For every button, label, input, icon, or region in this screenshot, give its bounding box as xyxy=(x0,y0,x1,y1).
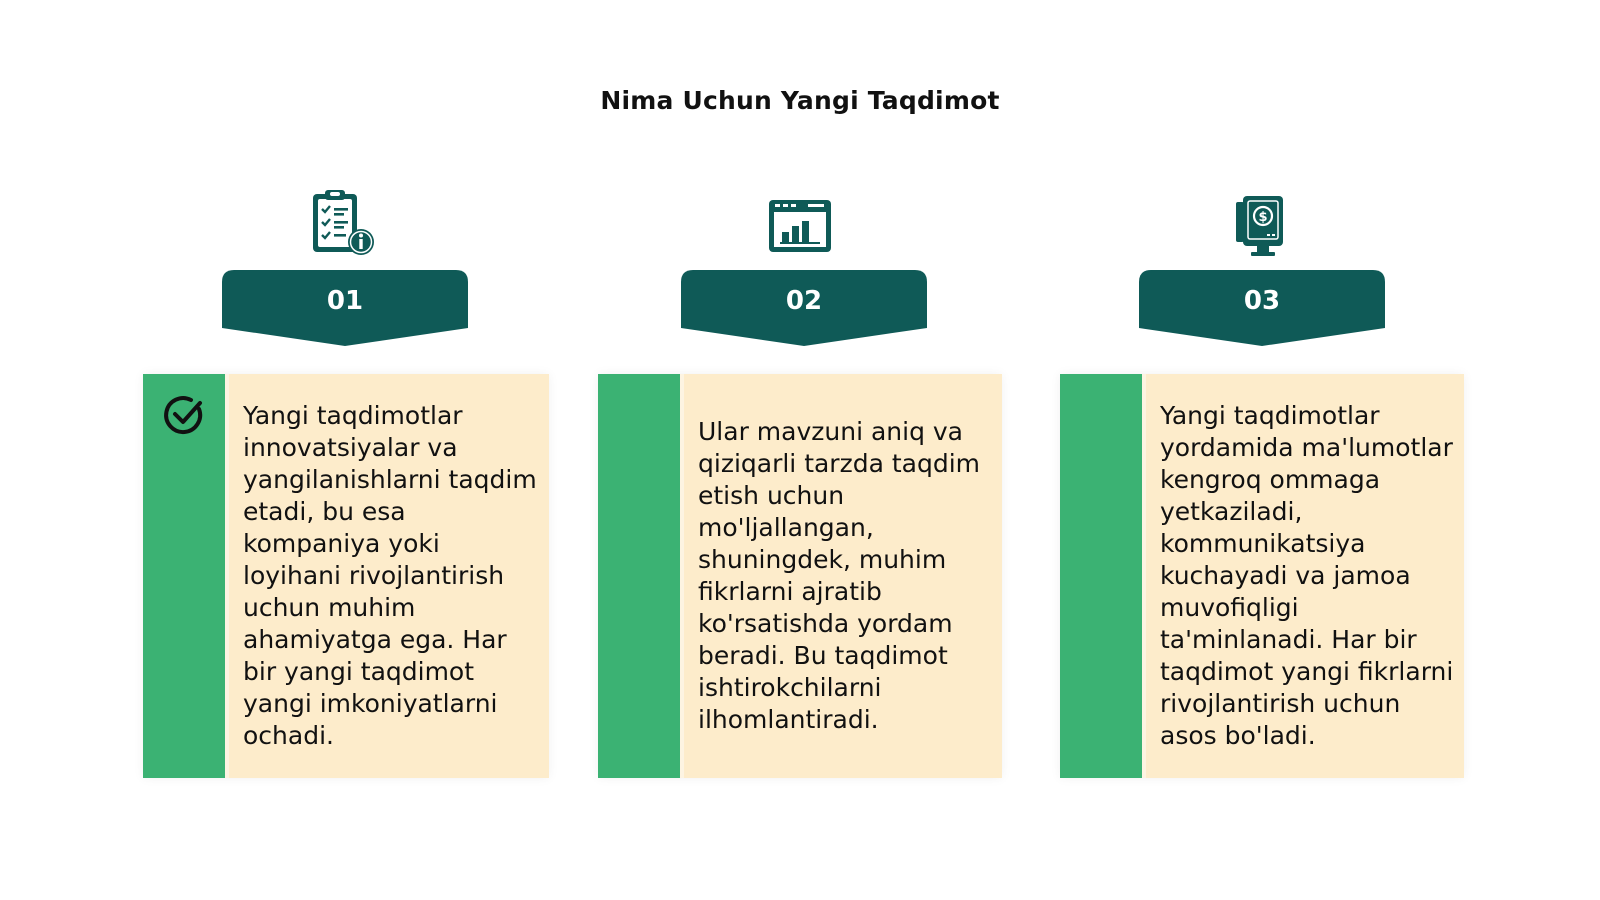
card-body xyxy=(1142,374,1464,778)
card-body xyxy=(680,374,1002,778)
card-text xyxy=(1160,374,1456,778)
monitor-dollar-icon xyxy=(1227,192,1297,262)
card-accent-bar xyxy=(143,374,225,778)
step-card-01 xyxy=(143,374,549,778)
card-text xyxy=(243,374,541,778)
card-accent-bar xyxy=(1060,374,1142,778)
step-description: Yangi taqdimotlar yordamida ma'lumotlar kengroq ommaga yetkaziladi, kommunikatsiya kuchayadi va jamoa muvofiqligi ta'minlanadi. Har bir taqdimot yangi fikrlarni rivojlantirish uchun asos bo'ladi. xyxy=(1160,401,1454,750)
step-description: Ular mavzuni aniq va qiziqarli tarzda taqdim etish uchun mo'ljallangan, shuningdek, muhim fikrlarni ajratib ko'rsatishda yordam beradi. Bu taqdimot ishtirokchilarni ilhomlantiradi. xyxy=(698,417,981,734)
page-title: Nima Uchun Yangi Taqdimot xyxy=(600,86,1000,115)
card-body xyxy=(225,374,549,778)
step-number: 01 xyxy=(326,286,364,316)
step-tag-02 xyxy=(681,270,927,346)
step-number: 03 xyxy=(1243,286,1281,316)
card-accent-bar xyxy=(598,374,680,778)
analytics-window-icon xyxy=(766,194,836,264)
svg-text:$: $ xyxy=(1258,210,1268,225)
step-tag-03 xyxy=(1139,270,1385,346)
step-number: 02 xyxy=(785,286,823,316)
step-card-03 xyxy=(1060,374,1464,778)
step-card-02 xyxy=(598,374,1002,778)
check-circle-icon xyxy=(161,392,207,438)
clipboard-checklist-info-icon xyxy=(309,188,379,258)
step-description: Yangi taqdimotlar innovatsiyalar va yangilanishlarni taqdim etadi, bu esa kompaniya yoki loyihani rivojlantirish uchun muhim ahamiyatga ega. Har bir yangi taqdimot yangi imkoniyatlarni ochadi. xyxy=(243,401,537,750)
step-tag-01 xyxy=(222,270,468,346)
card-text xyxy=(698,374,994,778)
